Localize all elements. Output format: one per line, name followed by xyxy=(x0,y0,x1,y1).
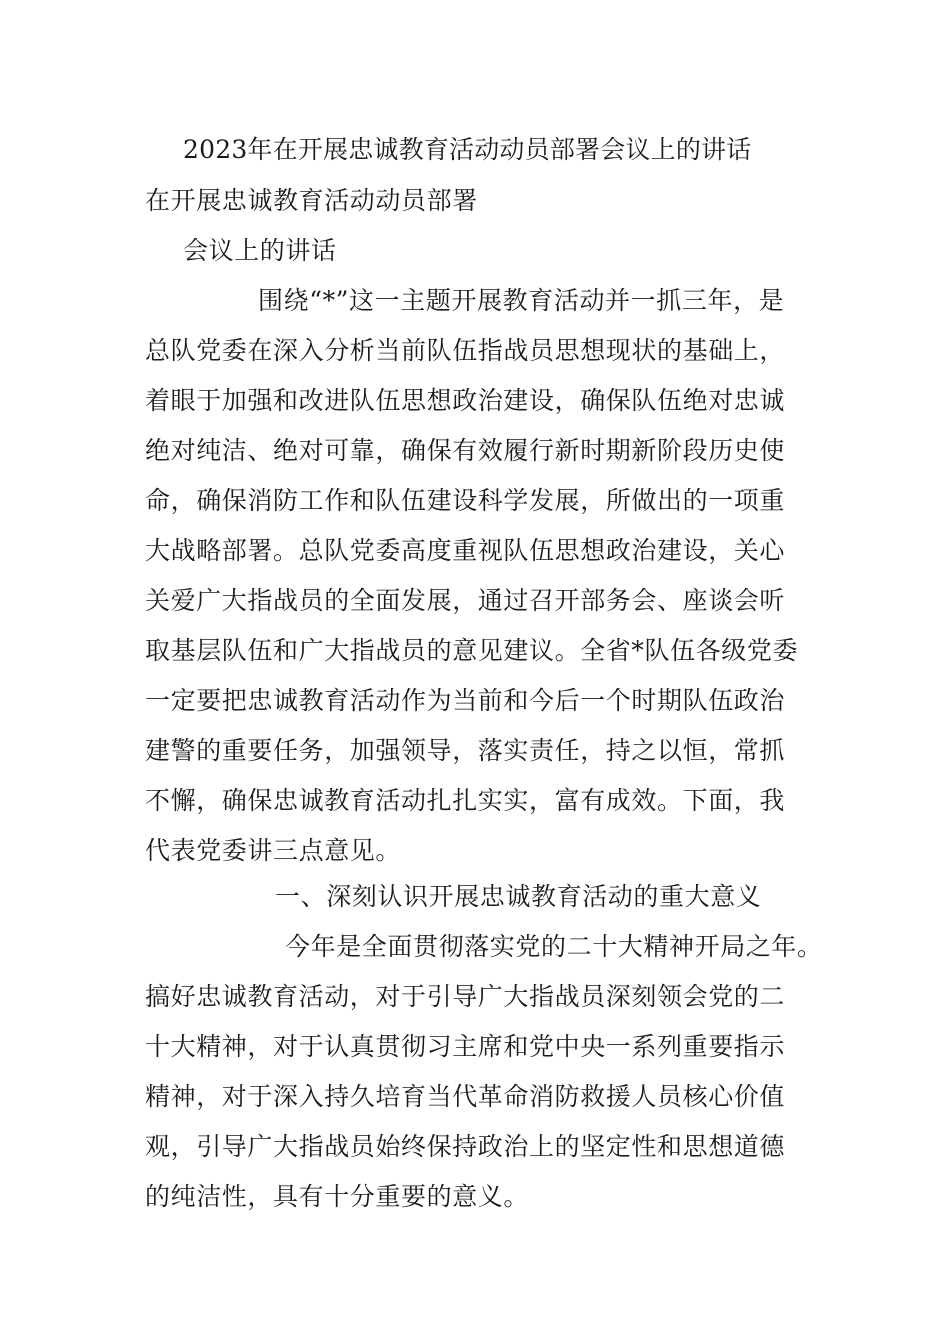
subtitle-line-2: 会议上的讲话 xyxy=(183,236,337,265)
document-title: 2023年在开展忠诚教育活动动员部署会议上的讲话 xyxy=(183,135,752,164)
paragraph-line: 绝对纯洁、绝对可靠，确保有效履行新时期新阶段历史使 xyxy=(145,436,786,465)
paragraph-line: 总队党委在深入分析当前队伍指战员思想现状的基础上， xyxy=(145,336,786,365)
paragraph-line: 建警的重要任务，加强领导，落实责任，持之以恒，常抓 xyxy=(145,736,786,765)
paragraph-line: 观，引导广大指战员始终保持政治上的坚定性和思想道德 xyxy=(145,1132,786,1161)
paragraph-line: 大战略部署。总队党委高度重视队伍思想政治建设，关心 xyxy=(145,536,786,565)
paragraph-line: 关爱广大指战员的全面发展，通过召开部务会、座谈会听 xyxy=(145,586,786,615)
paragraph-line: 今年是全面贯彻落实党的二十大精神开局之年。 xyxy=(285,932,823,961)
paragraph-line: 搞好忠诚教育活动，对于引导广大指战员深刻领会党的二 xyxy=(145,982,786,1011)
paragraph-line: 一定要把忠诚教育活动作为当前和今后一个时期队伍政治 xyxy=(145,686,786,715)
paragraph-line: 代表党委讲三点意见。 xyxy=(145,836,402,865)
paragraph-line: 不懈，确保忠诚教育活动扎扎实实，富有成效。下面，我 xyxy=(145,786,786,815)
paragraph-line: 着眼于加强和改进队伍思想政治建设，确保队伍绝对忠诚 xyxy=(145,386,786,415)
section-heading-1: 一、深刻认识开展忠诚教育活动的重大意义 xyxy=(275,882,762,911)
paragraph-line: 精神，对于深入持久培育当代革命消防救援人员核心价值 xyxy=(145,1082,786,1111)
subtitle-line-1: 在开展忠诚教育活动动员部署 xyxy=(145,186,478,215)
paragraph-line: 十大精神，对于认真贯彻习主席和党中央一系列重要指示 xyxy=(145,1032,786,1061)
paragraph-line: 命，确保消防工作和队伍建设科学发展，所做出的一项重 xyxy=(145,486,786,515)
paragraph-line: 围绕“*”这一主题开展教育活动并一抓三年，是 xyxy=(258,286,785,315)
paragraph-line: 的纯洁性，具有十分重要的意义。 xyxy=(145,1182,530,1211)
paragraph-line: 取基层队伍和广大指战员的意见建议。全省*队伍各级党委 xyxy=(145,636,799,665)
